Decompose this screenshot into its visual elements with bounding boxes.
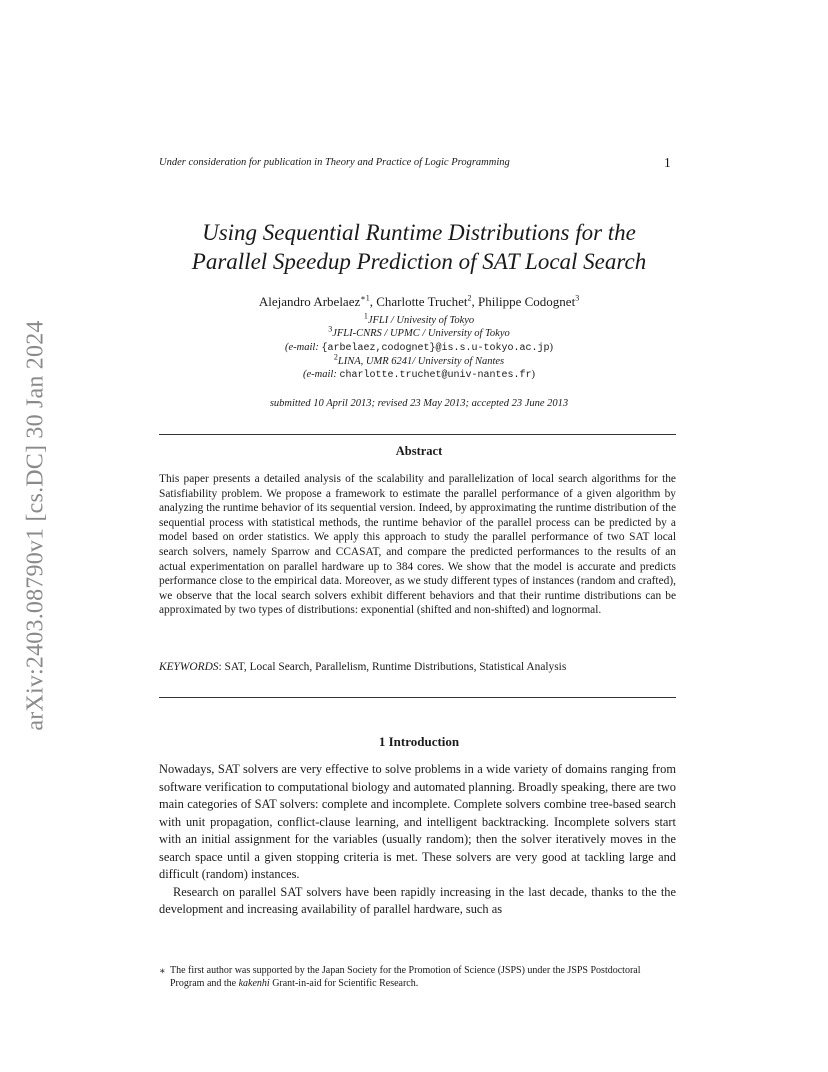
paragraph: Research on parallel SAT solvers have been rapidly increasing in the last decade, thanks to the the development and increasing availability of parallel hardware, such as [159, 884, 676, 916]
footnote: ∗ The first author was supported by the Japan Society for the Promotion of Science (JSPS) under the JSPS Postdoctoral Program and the kakenhi Grant-in-aid for Scientific Research. [159, 965, 641, 989]
affiliation: $^2$LINA, UMR 6241/ University of Nantes [333, 352, 505, 367]
arxiv-stamp: arXiv:2403.08790v1 [cs.DC] 30 Jan 2024 [22, 319, 49, 731]
email-line: (e-mail: {arbelaez,codognet}@is.s.u-tokyo.ac.jp) [285, 341, 553, 354]
paper-title [120, 218, 718, 276]
author-list: Alejandro Arbelaez$^{∗1}$, Charlotte Truchet$^2$, Philippe Codognet$^3$ [258, 293, 580, 309]
footnote-mark: ∗ [159, 966, 166, 977]
keywords-text: : SAT, Local Search, Parallelism, Runtime Distributions, Statistical Analysis [218, 661, 567, 673]
affiliations [120, 311, 718, 382]
author-mark: 3 [575, 293, 580, 303]
title-line-1: Using Sequential Runtime Distributions for the [202, 220, 636, 245]
keywords [159, 661, 676, 673]
submission-dates: submitted 10 April 2013; revised 23 May 2013; accepted 23 June 2013 [269, 398, 569, 409]
keywords-label: KEYWORDS [159, 661, 219, 673]
author-mark: ∗1 [360, 293, 370, 303]
divider [159, 434, 676, 435]
divider [159, 697, 676, 698]
running-head: Under consideration for publication in Theory and Practice of Logic Programming [159, 157, 510, 168]
affiliation: $^3$JFLI-CNRS / UPMC / University of Tokyo [328, 324, 510, 340]
title-line-2: Parallel Speedup Prediction of SAT Local Search [191, 249, 647, 274]
page-number: 1 [664, 155, 671, 170]
body-text [159, 761, 676, 919]
abstract-heading: Abstract [395, 444, 443, 458]
abstract-text: This paper presents a detailed analysis of the scalability and parallelization of local search algorithms for the Satisfiability problem. We propose a framework to estimate the parallel performance of a given algorithm by analyzing the runtime behavior of its sequential version. Indeed, by approximating the runtime distribution of the sequential process with statistical methods, the runtime behavior of the parallel process can be predicted by a model based on order statistics. We apply this approach to study the parallel performance of two SAT local search solvers, namely Sparrow and CCASAT, and compare the predicted performances to the results of an actual experimentation on parallel hardware up to 384 cores. We show that the model is accurate and predicts performance close to the empirical data. Moreover, as we study different types of instances (random and crafted), we observe that the local search solvers exhibit different behaviors and that their runtime distributions can be approximated by two types of distributions: exponential (shifted and non-shifted) and lognormal. [159, 473, 676, 617]
author-name: Charlotte Truchet [376, 294, 468, 309]
email-line: (e-mail: charlotte.truchet@univ-nantes.fr) [303, 369, 535, 382]
section-heading: 1 Introduction [378, 734, 460, 749]
email-address: {arbelaez,codognet}@is.s.u-tokyo.ac.jp [321, 342, 550, 354]
email-address: charlotte.truchet@univ-nantes.fr [339, 370, 532, 382]
abstract [159, 472, 676, 618]
paragraph: Nowadays, SAT solvers are very effective to solve problems in a wide variety of domains ranging from software verification to computational biology and automated planning. Broadly speaking, there are two main categories of SAT solvers: complete and incomplete. Complete solvers combine tree-based search with unit propagation, conflict-clause learning, and intelligent backtracking. Incomplete solvers start with an initial assignment for the variables (usually random); then the solver iteratively moves in the search space until a given stopping criteria is met. These solvers are very good at tackling large and difficult (random) instances. [159, 762, 676, 881]
author-mark: 2 [467, 293, 472, 303]
affiliation: $^1$JFLI / Univesity of Tokyo [363, 311, 475, 326]
author-name: Alejandro Arbelaez [258, 294, 361, 309]
author-name: Philippe Codognet [478, 294, 576, 309]
